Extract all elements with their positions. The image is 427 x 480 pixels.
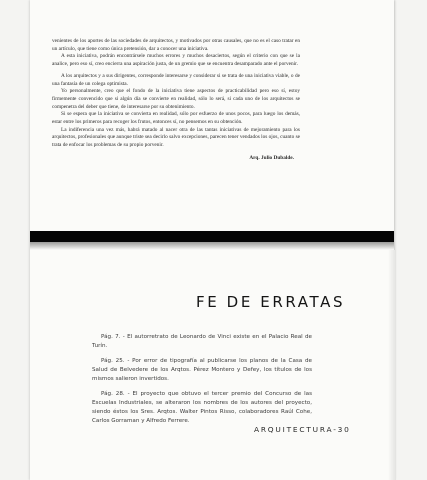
article-paragraph: Yo personalmente, creo que el fondo de la iniciativa tiene aspectos de practicabilidad pero eso sí, estoy firmemente convencido que si algún día se convierte en realidad, sólo lo será, si cada uno de los arquitectos se compenetra del deber que tiene, de interesarse por su obtenimiento. (52, 88, 300, 110)
errata-item: Pág. 7. - El autorretrato de Leonardo de Vinci existe en el Palacio Real de Turín. (92, 334, 312, 349)
page-edge-shadow (388, 250, 396, 480)
article-paragraph: A esta iniciativa, podrán encontrársele muchos errores y muchos desaciertos, según el criterio con que se la analice, pero eso sí, creo encierra una aspiración justa, de un gremio que se encuentra desamparado ante el porvenir. (52, 53, 300, 68)
article-paragraph: La indiferencia una vez más, habrá matado al nacer otra de las tantas iniciativas de mejoramiento para los arquitectos, profesionales que aunque triste sea decirlo salvo excepciones, parecen tener vendados los ojos, cuanto se trata de enfocar los problemas de su propio porvenir. (52, 126, 300, 149)
article-paragraph: venientes de los aportes de las sociedades de arquitectos, y motivados por otras causales, que no es el caso tratar en un artículo, que tiene como única pretensión, dar a conocer una iniciativa. (52, 38, 300, 52)
page-fold-gradient (30, 242, 394, 250)
page-fold-shadow (30, 231, 394, 242)
article-text (52, 38, 300, 163)
errata-list (92, 333, 312, 432)
errata-item: Pág. 28. - El proyecto que obtuvo el tercer premio del Concurso de las Escuelas Industriales, se alteraron los nombres de los autores del proyecto, siendo éstos los Sres. Arqtos. Walter Pintos Risso, colaboradores Raúl Cohe, Carlos Gorraman y Alfredo Ferrere. (92, 391, 312, 424)
page-footer: ARQUITECTURA-30 (254, 425, 351, 434)
errata-item: Pág. 25. - Por error de tipografía al publicarse los planos de la Casa de Salud de Belvedere de los Arqtos. Pérez Montero y Defey, los títulos de los mismos salieron invertidos. (92, 358, 312, 382)
article-paragraph: Si se espera que la iniciativa se convierta en realidad, sólo por esfuerzo de unos pocos, para luego los demás, estar entre los primeros para recoger los frutos, entonces sí, no pensemos en su obtención. (52, 111, 300, 126)
author-signature: Arq. Julio Dubalde. (249, 154, 294, 161)
article-paragraph: A los arquitectos y a sus dirigentes, corresponde interesarse y considerar si se trata de una iniciativa viable, o de una fantasía de un colega optimista. (52, 72, 300, 87)
errata-title: FE DE ERRATAS (196, 293, 346, 311)
